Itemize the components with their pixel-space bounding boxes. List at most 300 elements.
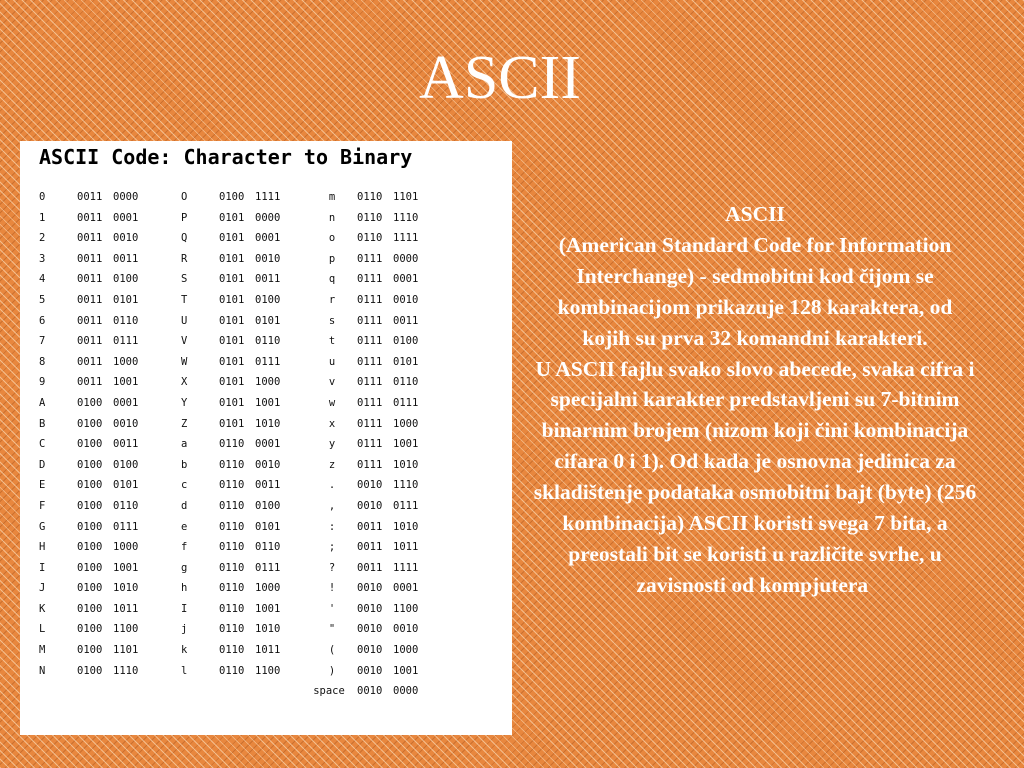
table-row xyxy=(39,252,147,273)
character-cell: w xyxy=(328,396,336,409)
binary-high-nibble: 0111 xyxy=(357,273,383,286)
binary-high-nibble: 0111 xyxy=(357,438,383,451)
binary-high-nibble: 0101 xyxy=(219,417,245,430)
table-row xyxy=(181,417,289,438)
binary-low-nibble: 0011 xyxy=(393,314,419,327)
binary-high-nibble: 0011 xyxy=(77,293,103,306)
table-row xyxy=(39,190,147,211)
character-cell: j xyxy=(181,623,188,636)
table-row xyxy=(307,417,427,438)
table-row xyxy=(181,314,289,335)
binary-high-nibble: 0101 xyxy=(219,273,245,286)
character-cell: c xyxy=(181,479,188,492)
binary-high-nibble: 0011 xyxy=(77,273,103,286)
table-row xyxy=(39,231,147,252)
binary-high-nibble: 0100 xyxy=(219,191,245,203)
character-cell: C xyxy=(39,438,46,451)
binary-low-nibble: 1001 xyxy=(255,602,281,615)
binary-low-nibble: 1000 xyxy=(113,355,139,368)
binary-high-nibble: 0110 xyxy=(219,561,245,574)
character-cell: E xyxy=(39,479,46,492)
binary-low-nibble: 1001 xyxy=(393,438,419,451)
character-cell: 5 xyxy=(39,293,46,306)
binary-high-nibble: 0100 xyxy=(77,644,103,657)
binary-low-nibble: 0100 xyxy=(113,273,139,286)
character-cell: F xyxy=(39,499,46,512)
binary-low-nibble: 1010 xyxy=(255,417,281,430)
binary-high-nibble: 0011 xyxy=(357,541,383,554)
table-row xyxy=(181,375,289,396)
character-cell: I xyxy=(181,602,188,615)
table-row xyxy=(39,355,147,376)
character-cell: D xyxy=(39,458,46,471)
character-cell: I xyxy=(39,561,46,574)
character-cell: 2 xyxy=(39,232,46,245)
description-paragraph-1: (American Standard Code for Information Interchange) - sedmobitni kod čijom se kombinacijom prikazuje 128 karaktera, od kojih su prva 32 komandni karakteri. xyxy=(557,232,953,350)
character-cell: n xyxy=(328,211,336,224)
binary-low-nibble: 0011 xyxy=(255,479,281,492)
table-row xyxy=(181,520,289,541)
binary-low-nibble: 0010 xyxy=(255,252,281,265)
table-row xyxy=(307,540,427,561)
character-cell: o xyxy=(328,232,336,245)
binary-high-nibble: 0101 xyxy=(219,314,245,327)
character-cell: ? xyxy=(328,561,336,574)
binary-low-nibble: 1110 xyxy=(393,211,419,224)
binary-low-nibble: 1000 xyxy=(255,582,281,595)
table-row xyxy=(181,458,289,479)
table-row xyxy=(181,396,289,417)
binary-high-nibble: 0011 xyxy=(77,232,103,245)
character-cell: X xyxy=(181,376,188,389)
binary-low-nibble: 1101 xyxy=(113,644,139,657)
description-paragraph-2 xyxy=(533,354,977,601)
binary-low-nibble: 0101 xyxy=(113,293,139,306)
binary-high-nibble: 0100 xyxy=(77,664,103,677)
binary-low-nibble: 0001 xyxy=(393,273,419,286)
binary-high-nibble: 0011 xyxy=(77,335,103,348)
character-cell: 1 xyxy=(39,211,46,224)
binary-high-nibble: 0101 xyxy=(219,211,245,224)
table-row xyxy=(39,622,147,643)
binary-high-nibble: 0011 xyxy=(77,355,103,368)
table-row xyxy=(39,417,147,438)
binary-high-nibble: 0011 xyxy=(357,520,383,533)
binary-low-nibble: 0101 xyxy=(393,355,419,368)
table-row xyxy=(307,314,427,335)
binary-low-nibble: 0001 xyxy=(255,438,281,451)
binary-low-nibble: 0010 xyxy=(113,232,139,245)
table-row xyxy=(307,355,427,376)
character-cell: . xyxy=(328,479,336,492)
table-row xyxy=(39,478,147,499)
character-cell: 8 xyxy=(39,355,46,368)
binary-low-nibble: 0110 xyxy=(255,335,281,348)
character-cell: H xyxy=(39,541,46,554)
table-row xyxy=(307,622,427,643)
table-row xyxy=(181,643,289,664)
binary-low-nibble: 0110 xyxy=(393,376,419,389)
binary-high-nibble: 0100 xyxy=(77,479,103,492)
binary-low-nibble: 0000 xyxy=(393,685,419,698)
character-cell: m xyxy=(328,191,336,203)
character-cell: h xyxy=(181,582,188,595)
table-row xyxy=(39,458,147,479)
character-cell: s xyxy=(328,314,336,327)
table-row xyxy=(307,561,427,582)
binary-low-nibble: 0010 xyxy=(113,417,139,430)
character-cell: A xyxy=(39,396,46,409)
binary-high-nibble: 0101 xyxy=(219,376,245,389)
table-row xyxy=(39,396,147,417)
character-cell: G xyxy=(39,520,46,533)
table-row xyxy=(307,334,427,355)
binary-low-nibble: 1111 xyxy=(393,561,419,574)
binary-high-nibble: 0010 xyxy=(357,582,383,595)
binary-high-nibble: 0110 xyxy=(357,191,383,203)
binary-low-nibble: 1000 xyxy=(393,644,419,657)
character-cell: k xyxy=(181,644,188,657)
binary-low-nibble: 1001 xyxy=(113,561,139,574)
table-row xyxy=(307,396,427,417)
table-row xyxy=(307,643,427,664)
binary-low-nibble: 1000 xyxy=(113,541,139,554)
binary-high-nibble: 0010 xyxy=(357,644,383,657)
table-row xyxy=(181,540,289,561)
binary-high-nibble: 0100 xyxy=(77,520,103,533)
binary-high-nibble: 0100 xyxy=(77,438,103,451)
binary-low-nibble: 1010 xyxy=(113,582,139,595)
table-row xyxy=(181,478,289,499)
binary-high-nibble: 0111 xyxy=(357,314,383,327)
binary-low-nibble: 0100 xyxy=(113,458,139,471)
binary-high-nibble: 0011 xyxy=(77,314,103,327)
character-cell: Y xyxy=(181,396,188,409)
character-cell: K xyxy=(39,602,46,615)
character-cell: 9 xyxy=(39,376,46,389)
character-cell: a xyxy=(181,438,188,451)
character-cell: u xyxy=(328,355,336,368)
table-row xyxy=(181,252,289,273)
table-row xyxy=(307,375,427,396)
table-column-1 xyxy=(39,190,147,684)
table-row xyxy=(307,231,427,252)
binary-low-nibble: 1100 xyxy=(393,602,419,615)
binary-high-nibble: 0101 xyxy=(219,232,245,245)
binary-high-nibble: 0101 xyxy=(219,355,245,368)
binary-low-nibble: 0111 xyxy=(113,335,139,348)
description-text xyxy=(533,199,977,601)
character-cell: N xyxy=(39,664,46,677)
binary-high-nibble: 0110 xyxy=(219,623,245,636)
binary-high-nibble: 0110 xyxy=(219,520,245,533)
binary-low-nibble: 0111 xyxy=(255,355,281,368)
character-cell: ; xyxy=(328,541,336,554)
character-cell: U xyxy=(181,314,188,327)
binary-low-nibble: 0001 xyxy=(255,232,281,245)
character-cell: 0 xyxy=(39,191,46,203)
table-row xyxy=(39,520,147,541)
binary-high-nibble: 0010 xyxy=(357,685,383,698)
binary-low-nibble: 0010 xyxy=(393,293,419,306)
table-row xyxy=(39,643,147,664)
binary-low-nibble: 0110 xyxy=(113,499,139,512)
binary-low-nibble: 1100 xyxy=(255,664,281,677)
binary-high-nibble: 0110 xyxy=(357,211,383,224)
binary-high-nibble: 0100 xyxy=(77,541,103,554)
description-paragraph-2-text: U ASCII fajlu svako slovo abecede, svaka cifra i specijalni karakter predstavljeni su 7-bitnim binarnim brojem (nizom koji čini kombinacija cifara 0 i 1). Od kada je osnovna jedinica za skladištenje podataka osmobitni bajt (byte) (256 kombinacija) ASCII koristi svega 7 bita, a preostali bit se koristi u različite svrhe, u zavisnosti od kompjutera xyxy=(533,356,977,597)
character-cell: J xyxy=(39,582,46,595)
binary-low-nibble: 0101 xyxy=(113,479,139,492)
table-row xyxy=(307,602,427,623)
binary-high-nibble: 0110 xyxy=(219,458,245,471)
table-row xyxy=(181,561,289,582)
binary-high-nibble: 0011 xyxy=(77,211,103,224)
binary-low-nibble: 0111 xyxy=(393,396,419,409)
binary-high-nibble: 0011 xyxy=(77,376,103,389)
table-row xyxy=(39,437,147,458)
binary-low-nibble: 0110 xyxy=(113,314,139,327)
table-heading: ASCII Code: Character to Binary xyxy=(39,145,413,169)
binary-low-nibble: 0111 xyxy=(113,520,139,533)
binary-low-nibble: 1101 xyxy=(393,191,419,203)
table-row xyxy=(181,437,289,458)
binary-low-nibble: 1001 xyxy=(255,396,281,409)
table-row xyxy=(181,190,289,211)
character-cell: x xyxy=(328,417,336,430)
character-cell: e xyxy=(181,520,188,533)
binary-low-nibble: 0001 xyxy=(113,211,139,224)
description-heading: ASCII xyxy=(725,202,785,226)
table-row xyxy=(307,520,427,541)
character-cell: Q xyxy=(181,232,188,245)
binary-high-nibble: 0011 xyxy=(77,252,103,265)
binary-low-nibble: 0011 xyxy=(113,252,139,265)
binary-low-nibble: 1001 xyxy=(393,664,419,677)
binary-low-nibble: 0100 xyxy=(255,499,281,512)
character-cell: P xyxy=(181,211,188,224)
table-row xyxy=(39,561,147,582)
binary-high-nibble: 0010 xyxy=(357,499,383,512)
binary-high-nibble: 0101 xyxy=(219,293,245,306)
character-cell: l xyxy=(181,664,188,677)
binary-high-nibble: 0110 xyxy=(219,582,245,595)
table-row xyxy=(181,334,289,355)
binary-low-nibble: 1110 xyxy=(113,664,139,677)
table-row xyxy=(181,293,289,314)
binary-low-nibble: 0111 xyxy=(255,561,281,574)
character-cell: f xyxy=(181,541,188,554)
table-row xyxy=(307,684,427,705)
table-row xyxy=(181,499,289,520)
character-cell: : xyxy=(328,520,336,533)
binary-low-nibble: 0011 xyxy=(113,438,139,451)
binary-high-nibble: 0010 xyxy=(357,623,383,636)
binary-high-nibble: 0111 xyxy=(357,293,383,306)
binary-low-nibble: 0101 xyxy=(255,520,281,533)
character-cell: ) xyxy=(328,664,336,677)
binary-low-nibble: 0101 xyxy=(255,314,281,327)
table-row xyxy=(181,231,289,252)
binary-high-nibble: 0101 xyxy=(219,252,245,265)
binary-high-nibble: 0110 xyxy=(357,232,383,245)
character-cell: d xyxy=(181,499,188,512)
table-row xyxy=(181,602,289,623)
binary-high-nibble: 0110 xyxy=(219,479,245,492)
character-cell: B xyxy=(39,417,46,430)
binary-high-nibble: 0110 xyxy=(219,602,245,615)
binary-high-nibble: 0111 xyxy=(357,417,383,430)
table-row xyxy=(39,293,147,314)
character-cell: ( xyxy=(328,644,336,657)
binary-low-nibble: 0011 xyxy=(255,273,281,286)
table-row xyxy=(307,293,427,314)
table-row xyxy=(39,581,147,602)
binary-low-nibble: 1010 xyxy=(393,520,419,533)
binary-high-nibble: 0100 xyxy=(77,582,103,595)
binary-low-nibble: 0000 xyxy=(113,191,139,203)
binary-high-nibble: 0111 xyxy=(357,355,383,368)
table-row xyxy=(39,540,147,561)
binary-low-nibble: 1100 xyxy=(113,623,139,636)
character-cell: 7 xyxy=(39,335,46,348)
table-column-3 xyxy=(307,190,427,705)
character-cell: M xyxy=(39,644,46,657)
binary-high-nibble: 0111 xyxy=(357,396,383,409)
table-row xyxy=(307,272,427,293)
table-row xyxy=(181,211,289,232)
binary-low-nibble: 0001 xyxy=(393,582,419,595)
table-row xyxy=(181,272,289,293)
character-cell: " xyxy=(328,623,336,636)
table-row xyxy=(307,437,427,458)
binary-high-nibble: 0101 xyxy=(219,396,245,409)
binary-low-nibble: 0100 xyxy=(393,335,419,348)
binary-high-nibble: 0100 xyxy=(77,561,103,574)
binary-high-nibble: 0110 xyxy=(219,644,245,657)
character-cell: ! xyxy=(328,582,336,595)
binary-low-nibble: 0010 xyxy=(255,458,281,471)
table-row xyxy=(307,252,427,273)
binary-high-nibble: 0101 xyxy=(219,335,245,348)
character-cell: y xyxy=(328,438,336,451)
binary-low-nibble: 1110 xyxy=(393,479,419,492)
character-cell: t xyxy=(328,335,336,348)
binary-low-nibble: 0010 xyxy=(393,623,419,636)
character-cell: Z xyxy=(181,417,188,430)
binary-high-nibble: 0110 xyxy=(219,499,245,512)
binary-low-nibble: 1011 xyxy=(255,644,281,657)
character-cell: T xyxy=(181,293,188,306)
table-row xyxy=(39,314,147,335)
table-row xyxy=(39,272,147,293)
binary-high-nibble: 0110 xyxy=(219,541,245,554)
character-cell: v xyxy=(328,376,336,389)
table-row xyxy=(181,622,289,643)
table-row xyxy=(307,581,427,602)
binary-high-nibble: 0100 xyxy=(77,623,103,636)
slide-title: ASCII xyxy=(419,44,581,112)
character-cell: 6 xyxy=(39,314,46,327)
binary-high-nibble: 0111 xyxy=(357,458,383,471)
binary-low-nibble: 0110 xyxy=(255,541,281,554)
character-cell: b xyxy=(181,458,188,471)
binary-high-nibble: 0110 xyxy=(219,664,245,677)
table-row xyxy=(39,499,147,520)
character-cell: L xyxy=(39,623,46,636)
character-cell: g xyxy=(181,561,188,574)
table-row xyxy=(181,355,289,376)
binary-low-nibble: 1111 xyxy=(393,232,419,245)
character-cell: S xyxy=(181,273,188,286)
table-row xyxy=(39,211,147,232)
binary-low-nibble: 0001 xyxy=(113,396,139,409)
table-row xyxy=(39,334,147,355)
binary-high-nibble: 0100 xyxy=(77,417,103,430)
binary-high-nibble: 0111 xyxy=(357,376,383,389)
binary-high-nibble: 0111 xyxy=(357,335,383,348)
character-cell: ' xyxy=(328,602,336,615)
character-cell: , xyxy=(328,499,336,512)
binary-high-nibble: 0111 xyxy=(357,252,383,265)
character-cell: 3 xyxy=(39,252,46,265)
table-row xyxy=(307,211,427,232)
binary-low-nibble: 0000 xyxy=(393,252,419,265)
character-cell: 4 xyxy=(39,273,46,286)
description-trailing-dot: . xyxy=(868,572,874,597)
table-row xyxy=(39,664,147,685)
binary-low-nibble: 1010 xyxy=(393,458,419,471)
table-row xyxy=(39,375,147,396)
binary-high-nibble: 0011 xyxy=(357,561,383,574)
table-row xyxy=(307,478,427,499)
binary-low-nibble: 1010 xyxy=(255,623,281,636)
binary-low-nibble: 0000 xyxy=(255,211,281,224)
binary-low-nibble: 1000 xyxy=(393,417,419,430)
character-cell: p xyxy=(328,252,336,265)
table-row xyxy=(307,190,427,211)
character-cell: O xyxy=(181,191,188,203)
binary-high-nibble: 0010 xyxy=(357,602,383,615)
binary-high-nibble: 0010 xyxy=(357,479,383,492)
binary-high-nibble: 0010 xyxy=(357,664,383,677)
table-row xyxy=(181,664,289,685)
character-cell: R xyxy=(181,252,188,265)
binary-low-nibble: 1111 xyxy=(255,191,281,203)
binary-high-nibble: 0011 xyxy=(77,191,103,203)
binary-high-nibble: 0110 xyxy=(219,438,245,451)
binary-high-nibble: 0100 xyxy=(77,499,103,512)
table-column-2 xyxy=(181,190,289,684)
character-cell: q xyxy=(328,273,336,286)
binary-low-nibble: 1011 xyxy=(113,602,139,615)
binary-low-nibble: 1000 xyxy=(255,376,281,389)
ascii-table-image xyxy=(20,141,512,735)
table-row xyxy=(307,458,427,479)
character-cell: V xyxy=(181,335,188,348)
binary-high-nibble: 0100 xyxy=(77,602,103,615)
binary-high-nibble: 0100 xyxy=(77,458,103,471)
character-cell: z xyxy=(328,458,336,471)
character-cell: W xyxy=(181,355,188,368)
binary-high-nibble: 0100 xyxy=(77,396,103,409)
table-row xyxy=(307,664,427,685)
binary-low-nibble: 1001 xyxy=(113,376,139,389)
binary-low-nibble: 1011 xyxy=(393,541,419,554)
character-cell: r xyxy=(328,293,336,306)
table-row xyxy=(39,602,147,623)
character-cell: space xyxy=(313,685,345,698)
